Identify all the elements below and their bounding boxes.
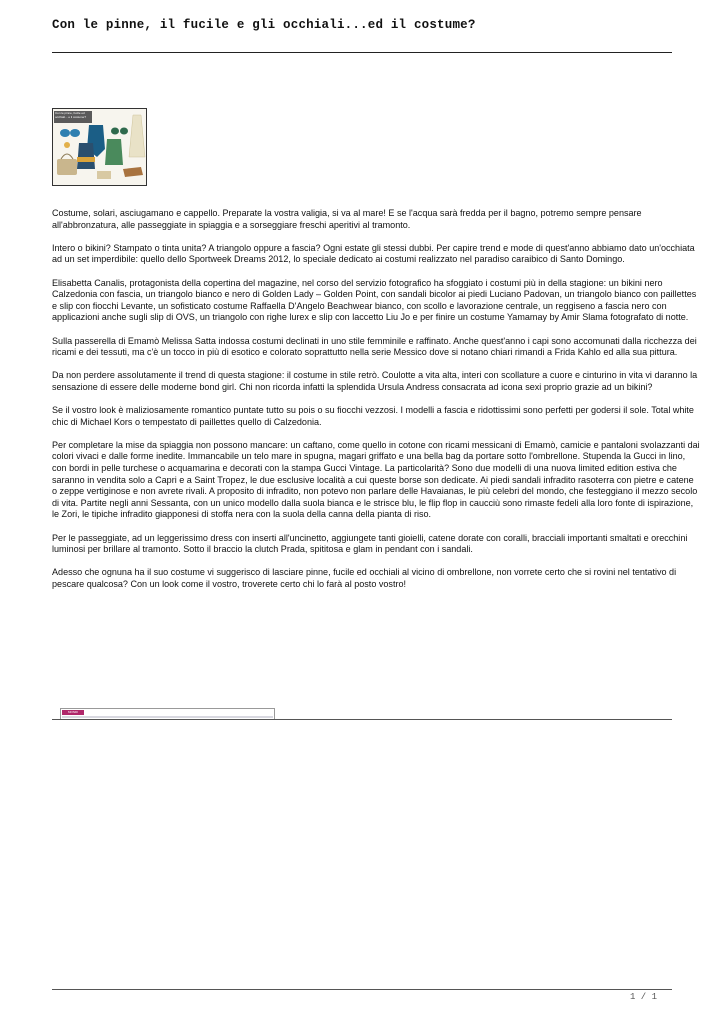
banner-strip: [62, 716, 273, 718]
content-divider: [52, 719, 672, 720]
paragraph: Se il vostro look è maliziosamente romantico puntate tutto su pois o su fiocchi vezzosi. I modelli a fascia e ridottissimi sono perfetti per godersi il sole. Total white chic di Michael Kors o tempestato di paillettes quello di Calzedonia.: [52, 405, 694, 427]
paragraph: Per completare la mise da spiaggia non possono mancare: un caftano, come quello in cotone con ricami messicani di Emamò, camicie e pantaloni svolazzanti dai colori vivaci e dalle forme inedite. Immancabile un telo mare in spugna, magari griffato e una bella bag da portare sotto l'ombrellone. Stupenda la Gucci in lino, con bordi in pelle turchese o acquamarina e decorati con la stampa Gucci Vintage. La particolarità? Sono due modelli di una nuova limited edition estiva che saranno in vendita solo a Capri e a Saint Tropez, le due esclusive località a cui queste borse son dedicate. Ai piedi sandali infradito rasoterra con pietre e catene o zeppe vertiginose e non avrete rivali. A proposito di infradito, non potevo non parlare delle Havaianas, le più celebri del mondo, che festeggiano il mezzo secolo di vita. Partite negli anni Sessanta, con un unico modello dalla suola bianca e le strisce blu, le flip flop in caucciù sono rimaste fedeli alla loro fonte di ispirazione, le Zori, le tipiche infradito giapponesi di stoffa nera con la suola della canna della pianta di riso.: [52, 439, 700, 520]
paragraph: Costume, solari, asciugamano e cappello. Preparate la vostra valigia, si va al mare! E se l'acqua sarà fredda per il bagno, potremo sempre pensare all'abbronzatura, alle passeggiate in spiaggia e a sorseggiare freschi aperitivi al tramonto.: [52, 208, 642, 230]
paragraph: Da non perdere assolutamente il trend di questa stagione: il costume in stile retrò. Coulotte a vita alta, interi con scollature a cuore e cinturino in vita vi daranno la sensazione di essere delle moderne bond girl. Chi non ricorda infatti la splendida Ursula Andress consacrata ad icona sexi proprio grazie ad un bikini?: [52, 370, 698, 392]
swimwear-collage-image[interactable]: [52, 108, 147, 186]
collage-caption-bar: [54, 111, 92, 123]
collage-caption: Con le pinne, fucile ed occhiali... e il costume?: [55, 111, 87, 119]
paragraph: Intero o bikini? Stampato o tinta unita? A triangolo oppure a fascia? Ogni estate gli stessi dubbi. Per capire trend e mode di quest'anno abbiamo dato un'occhiata ad un set imperdibile: quello dello Sportweek Dreams 2012, lo speciale dedicato ai costumi realizzato nel paradiso caraibico di Santo Domingo.: [52, 242, 695, 265]
paragraph: Per le passeggiate, ad un leggerissimo dress con inserti all'uncinetto, aggiungete tanti gioielli, catene dorate con coralli, bracciali importanti smaltati e orecchini luminosi per brillare al tramonto. Sotto il braccio la clutch Prada, spititosa e glam in pendant con i sandali.: [52, 532, 688, 555]
paragraph: Adesso che ognuna ha il suo costume vi suggerisco di lasciare pinne, fucile ed occhiali al vicino di ombrellone, non vorrete certo che si rovini nel tentativo di pescare qualcosa? Con un look come il vostro, troverete certo chi lo farà al posto vostro!: [52, 567, 677, 589]
banner-tag: MONDI: [62, 710, 84, 715]
page-number: 1 / 1: [629, 992, 657, 1002]
header-divider: [52, 52, 672, 53]
paragraph: Elisabetta Canalis, protagonista della copertina del magazine, nel corso del servizio fotografico ha sfoggiato i costumi più in della stagione: un bikini nero Calzedonia con fascia, un triangolo bianco e nero di Golden Lady – Golden Point, con sandali bicolor ai piedi Luciano Padovan, un triangolo bianco con paillettes e slip con fiocchi Levante, un sofisticato costume Raffaella D'Angelo Beachwear bianco, con scollo e lavorazione centrale, un reggiseno a fascia nero con applicazioni anche sugli slip di OVS, un triangolo con righe lurex e slip con laccetto Liu Jo e per finire un costume Yamamay by Amir Slama fotografato di notte.: [52, 277, 697, 323]
document-title: Con le pinne, il fucile e gli occhiali...ed il costume?: [52, 18, 476, 32]
footer-divider: [52, 989, 672, 990]
article-body: [52, 208, 700, 602]
paragraph: Sulla passerella di Emamò Melissa Satta indossa costumi declinati in uno stile femminile e raffinato. Anche quest'anno i capi sono accomunati dalla ricchezza dei ricami e dei tessuti, ma c'è un tocco in più di esotico e colorato soprattutto nella serie Messico dove si notano chiari rimandi a Frida Kahlo ed alla sua pittura.: [52, 335, 697, 358]
